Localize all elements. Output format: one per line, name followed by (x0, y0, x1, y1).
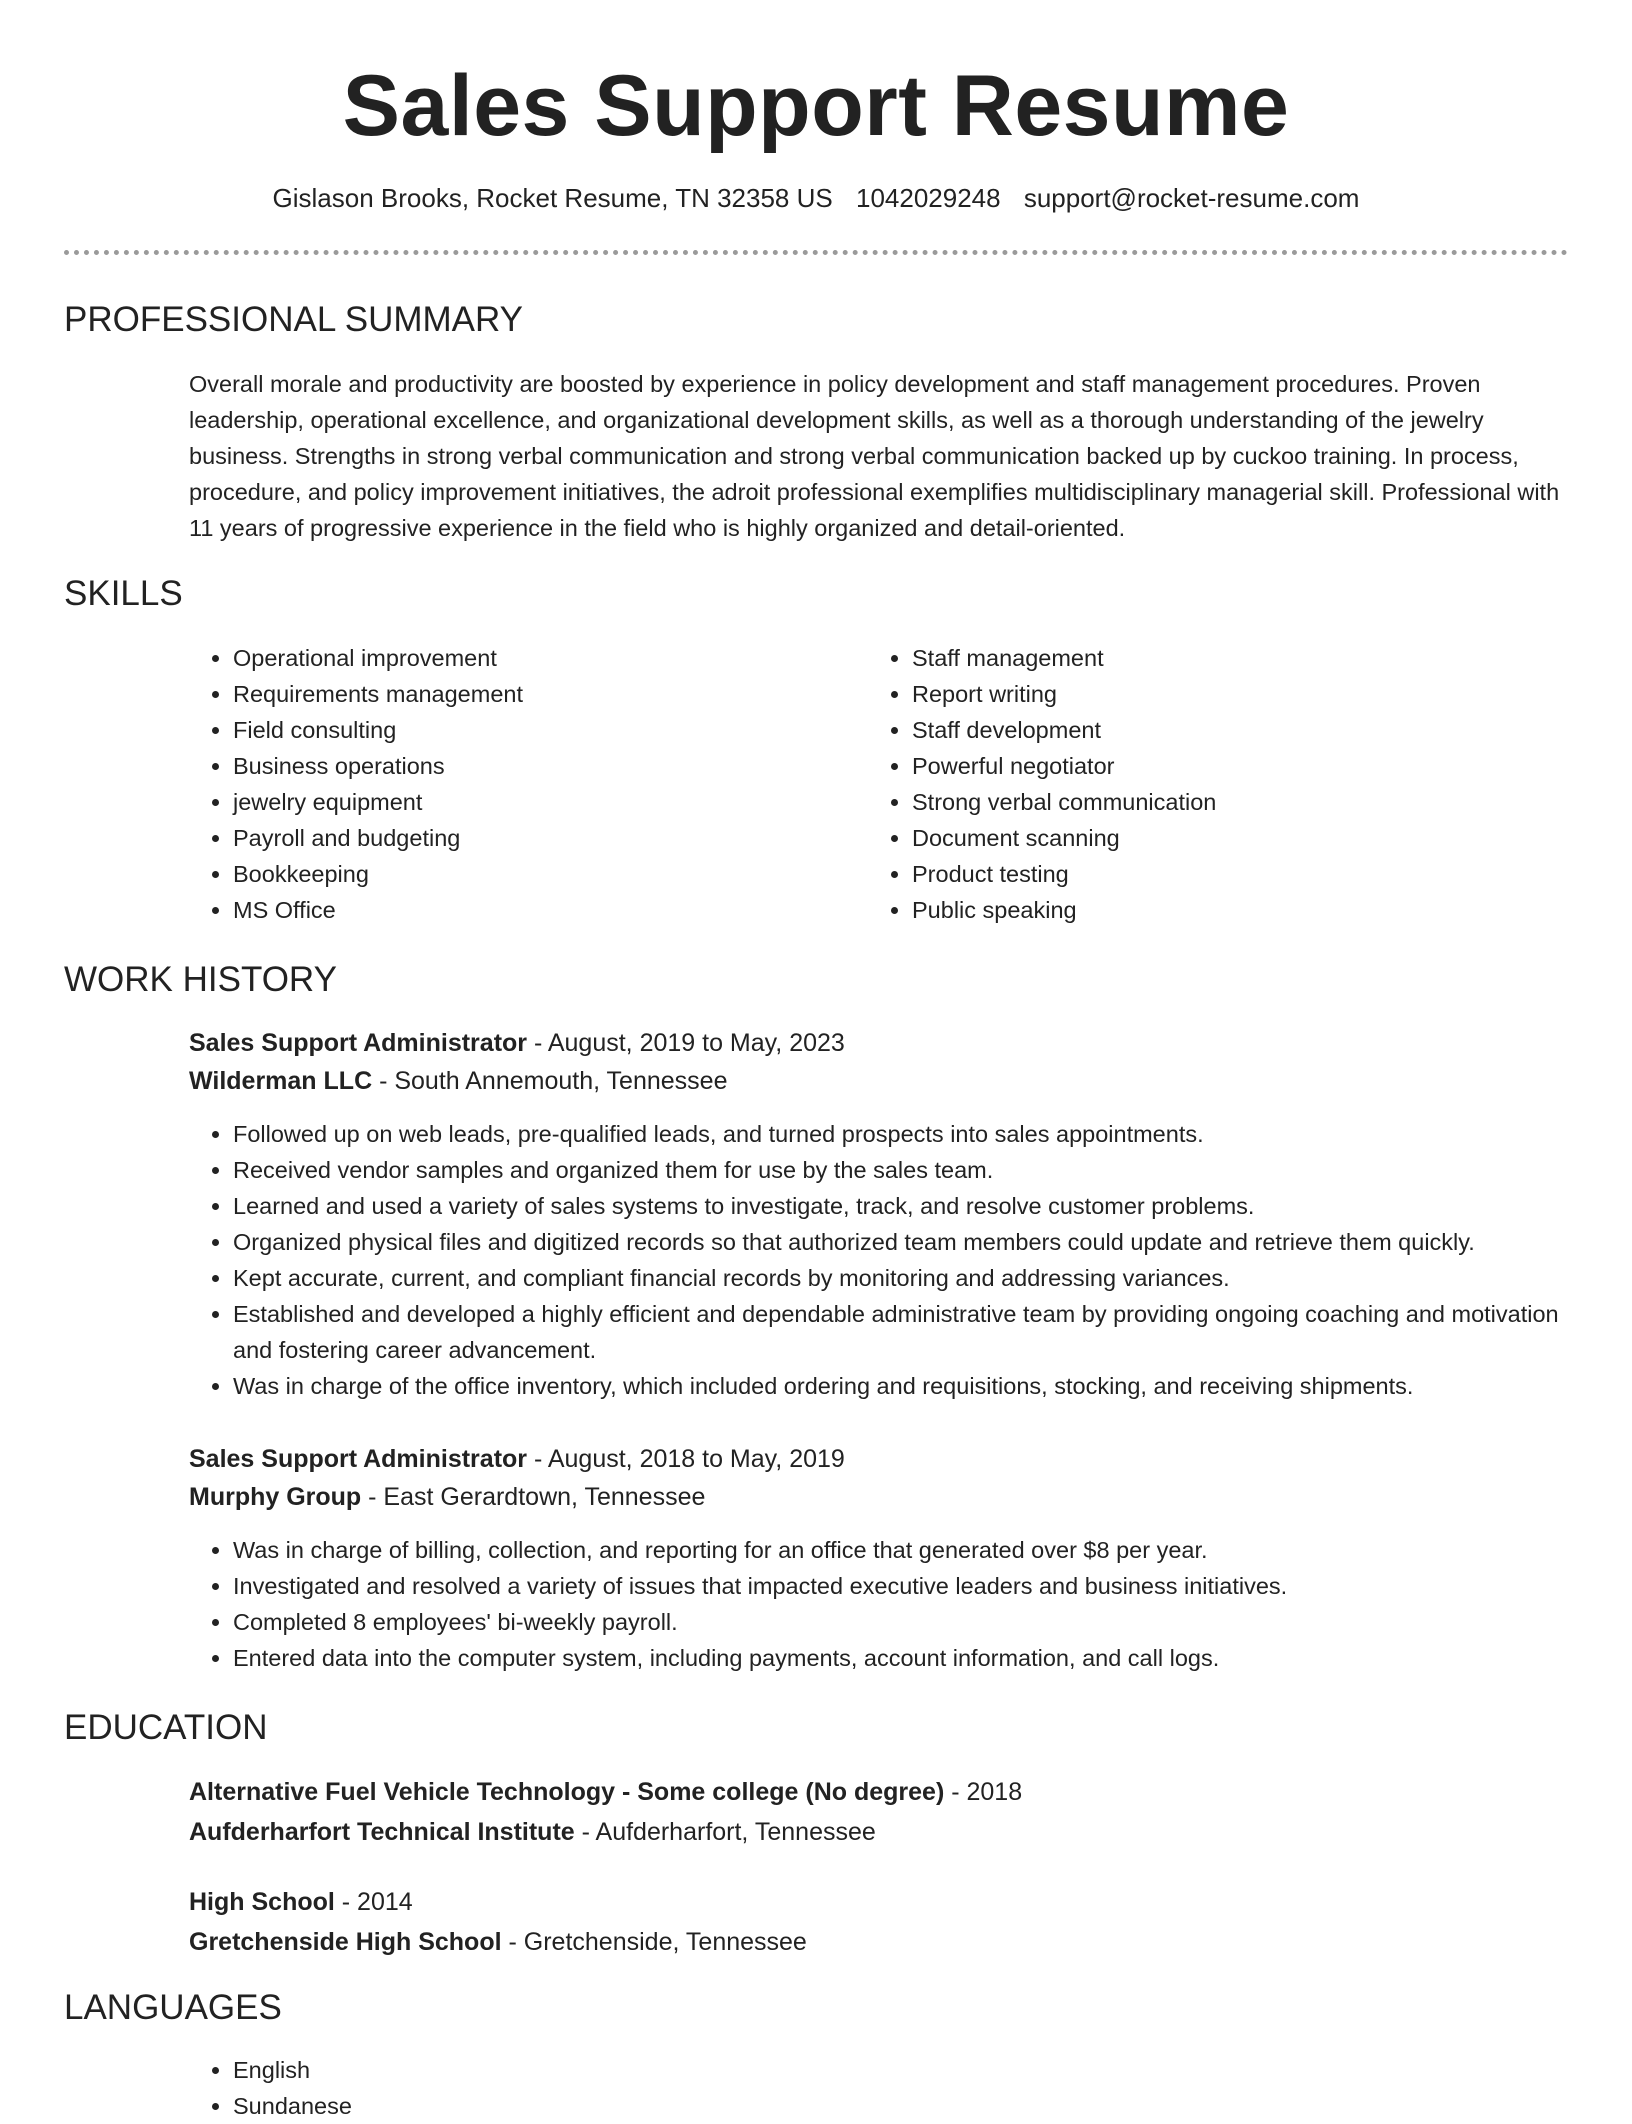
education-school: Aufderharfort Technical Institute (189, 1818, 575, 1846)
job-bullet: • Received vendor samples and organized them for use by the sales team. (233, 1152, 1569, 1188)
job-company-line (189, 1062, 1569, 1100)
section-heading-summary: PROFESSIONAL SUMMARY (64, 300, 523, 339)
skills-column-right (868, 640, 1508, 928)
education-entry (189, 1882, 1569, 1962)
job-bullet: • Established and developed a highly efficient and dependable administrative team by providing ongoing coaching and motivation and fostering career advancement. (233, 1296, 1569, 1368)
skill-item: • Field consulting (233, 712, 829, 748)
skill-item: • Powerful negotiator (912, 748, 1508, 784)
skill-item: • Business operations (233, 748, 829, 784)
education-degree: Alternative Fuel Vehicle Technology - Some college (No degree) (189, 1778, 945, 1806)
section-heading-skills: SKILLS (64, 574, 183, 613)
skills-list-right (868, 640, 1508, 928)
skill-item: • Public speaking (912, 892, 1508, 928)
language-item: • English (233, 2052, 1569, 2088)
contact-line (0, 182, 1632, 214)
summary-text: Overall morale and productivity are boosted by experience in policy development and staff management procedures. Proven leadership, operational excellence, and organizational development skills, as well as a thorough understanding of the jewelry business. Strengths in strong verbal communication and strong verbal communication backed up by cuckoo training. In process, procedure, and policy improvement initiatives, the adroit professional exemplifies multidisciplinary managerial skill. Professional with 11 years of progressive experience in the field who is highly organized and detail-oriented. (189, 371, 1560, 541)
education-year: - 2014 (334, 1888, 413, 1916)
job-title-line (189, 1024, 1569, 1062)
skill-item: • Payroll and budgeting (233, 820, 829, 856)
job-title-line (189, 1440, 1569, 1478)
job-company: Murphy Group (189, 1483, 362, 1511)
job-title: Sales Support Administrator (189, 1029, 528, 1057)
education-degree-line (189, 1772, 1569, 1812)
contact-email: support@rocket-resume.com (1023, 183, 1360, 213)
skill-item: • Requirements management (233, 676, 829, 712)
education-degree-line (189, 1882, 1569, 1922)
section-heading-work: WORK HISTORY (64, 960, 337, 999)
skills-list-left (189, 640, 829, 928)
education-school-line (189, 1812, 1569, 1852)
job-location: - East Gerardtown, Tennessee (361, 1483, 706, 1511)
job-title: Sales Support Administrator (189, 1445, 528, 1473)
job-bullet: • Organized physical files and digitized records so that authorized team members could update and retrieve them quickly. (233, 1224, 1569, 1260)
skill-item: • Strong verbal communication (912, 784, 1508, 820)
skill-item: • Staff management (912, 640, 1508, 676)
skill-item: • Staff development (912, 712, 1508, 748)
job-dates: - August, 2018 to May, 2019 (527, 1445, 845, 1473)
job-bullet: • Was in charge of billing, collection, and reporting for an office that generated over $8 per year. (233, 1532, 1569, 1568)
language-item: • Sundanese (233, 2088, 1569, 2124)
job-bullets (189, 1116, 1569, 1404)
job-bullet: • Learned and used a variety of sales systems to investigate, track, and resolve customer problems. (233, 1188, 1569, 1224)
skill-item: • MS Office (233, 892, 829, 928)
job-company-line (189, 1478, 1569, 1516)
job-bullet: • Entered data into the computer system, including payments, account information, and call logs. (233, 1640, 1569, 1676)
job-dates: - August, 2019 to May, 2023 (527, 1029, 845, 1057)
education-entry (189, 1772, 1569, 1852)
job-bullets (189, 1532, 1569, 1676)
education-year: - 2018 (944, 1778, 1023, 1806)
skill-item: • jewelry equipment (233, 784, 829, 820)
skill-item: • Report writing (912, 676, 1508, 712)
education-school: Gretchenside High School (189, 1928, 502, 1956)
contact-address: Gislason Brooks, Rocket Resume, TN 32358 US (272, 183, 833, 213)
job-bullet: • Kept accurate, current, and compliant financial records by monitoring and addressing variances. (233, 1260, 1569, 1296)
skill-item: • Bookkeeping (233, 856, 829, 892)
section-heading-education: EDUCATION (64, 1708, 268, 1747)
section-heading-languages: LANGUAGES (64, 1988, 282, 2027)
skill-item: • Document scanning (912, 820, 1508, 856)
job-bullet: • Was in charge of the office inventory, which included ordering and requisitions, stocking, and receiving shipments. (233, 1368, 1569, 1404)
education-degree: High School (189, 1888, 335, 1916)
contact-phone: 1042029248 (855, 183, 1001, 213)
job-bullet: • Investigated and resolved a variety of issues that impacted executive leaders and business initiatives. (233, 1568, 1569, 1604)
resume-title: Sales Support Resume (342, 58, 1290, 154)
education-location: - Aufderharfort, Tennessee (574, 1818, 876, 1846)
job-bullet: • Completed 8 employees' bi-weekly payroll. (233, 1604, 1569, 1640)
job-entry (189, 1024, 1569, 1404)
skill-item: • Product testing (912, 856, 1508, 892)
skill-item: • Operational improvement (233, 640, 829, 676)
languages-block (189, 2052, 1569, 2124)
job-company: Wilderman LLC (189, 1067, 373, 1095)
education-location: - Gretchenside, Tennessee (501, 1928, 807, 1956)
job-entry (189, 1440, 1569, 1676)
languages-list (189, 2052, 1569, 2124)
skills-column-left (189, 640, 829, 928)
job-bullet: • Followed up on web leads, pre-qualified leads, and turned prospects into sales appointments. (233, 1116, 1569, 1152)
header-divider (64, 250, 1568, 255)
job-location: - South Annemouth, Tennessee (372, 1067, 728, 1095)
education-school-line (189, 1922, 1569, 1962)
